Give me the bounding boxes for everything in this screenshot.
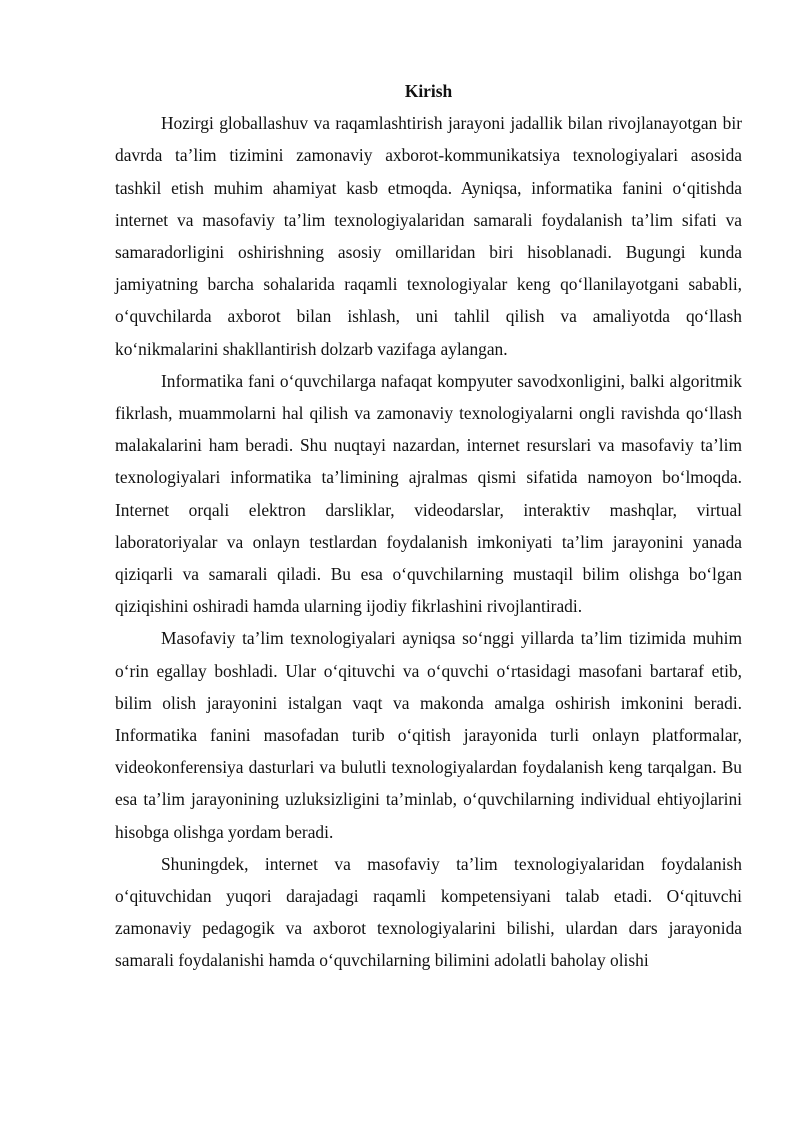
paragraph-1: Hozirgi globallashuv va raqamlashtirish jarayoni jadallik bilan rivojlanayotgan bir davrda ta’lim tizimini zamonaviy axborot-kommunikatsiya texnologiyalari asosida tashkil etish muhim ahamiyat kasb etmoqda. Ayniqsa, informatika fanini o‘qitishda internet va masofaviy ta’lim texnologiyalaridan samarali foydalanish ta’lim sifati va samaradorligini oshirishning asosiy omillaridan biri hisoblanadi. Bugungi kunda jamiyatning barcha sohalarida raqamli texnologiyalar keng qo‘llanilayotgani sababli, o‘quvchilarda axborot bilan ishlash, uni tahlil qilish va amaliyotda qo‘llash ko‘nikmalarini shakllantirish dolzarb vazifaga aylangan. (115, 113, 742, 359)
paragraph-4: Shuningdek, internet va masofaviy ta’lim texnologiyalaridan foydalanish o‘qituvchidan yuqori darajadagi raqamli kompetensiyani talab etadi. O‘qituvchi zamonaviy pedagogik va axborot texnologiyalarini bilishi, ulardan dars jarayonida samarali foydalanishi hamda o‘quvchilarning bilimini adolatli baholay olishi (115, 853, 742, 971)
document-title: Kirish (404, 81, 453, 101)
document-body (115, 75, 742, 977)
paragraph-3: Masofaviy ta’lim texnologiyalari ayniqsa so‘nggi yillarda ta’lim tizimida muhim o‘rin egallay boshladi. Ular o‘qituvchi va o‘quvchi o‘rtasidagi masofani bartaraf etib, bilim olish jarayonini istalgan vaqt va makonda amalga oshirish imkonini beradi. Informatika fanini masofadan turib o‘qitish jarayonida turli onlayn platformalar, videokonferensiya dasturlari va bulutli texnologiyalardan foydalanish keng tarqalgan. Bu esa ta’lim jarayonining uzluksizligini ta’minlab, o‘quvchilarning individual ehtiyojlarini hisobga olishga yordam beradi. (115, 628, 742, 842)
paragraph-2: Informatika fani o‘quvchilarga nafaqat kompyuter savodxonligini, balki algoritmik fikrlash, muammolarni hal qilish va zamonaviy texnologiyalarni ongli ravishda qo‘llash malakalarini ham beradi. Shu nuqtayi nazardan, internet resurslari va masofaviy ta’lim texnologiyalari informatika ta’limining ajralmas qismi sifatida namoyon bo‘lmoqda. Internet orqali elektron darsliklar, videodarslar, interaktiv mashqlar, virtual laboratoriyalar va onlayn testlardan foydalanish imkoniyati ta’lim jarayonini yanada qiziqarli va samarali qiladi. Bu esa o‘quvchilarning mustaqil bilim olishga bo‘lgan qiziqishini oshiradi hamda ularning ijodiy fikrlashini rivojlantiradi. (115, 370, 742, 617)
